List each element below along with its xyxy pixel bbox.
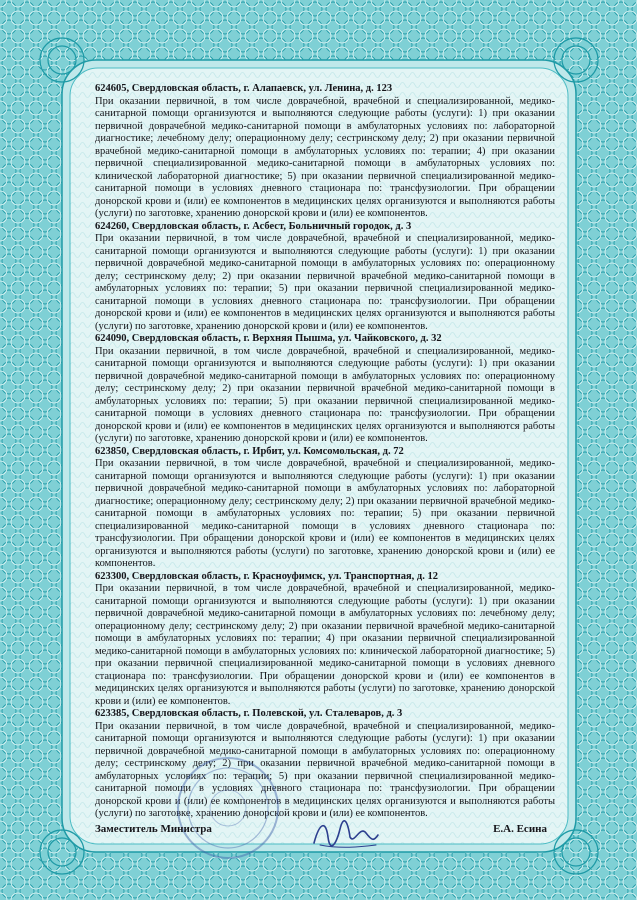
address-section	[95, 708, 555, 821]
address-line: 624605, Свердловская область, г. Алапаевск, ул. Ленина, д. 123	[95, 83, 393, 94]
annex-body	[95, 83, 555, 821]
services-paragraph: При оказании первичной, в том числе доврачебной, врачебной и специализированной, медико-санитарной помощи организуются и выполняются следующие работы (услуги): 1) при оказании первичной доврачебной медико-санитарной помощи в амбулаторных условиях по: лабораторной диагностике; лечебному делу; операционному делу; сестринскому делу; 2) при оказании первичной врачебной медико-санитарной помощи в амбулаторных условиях по: терапии; 4) при оказании первичной специализированной медико-санитарной помощи в амбулаторных условиях по: клинической лабораторной диагностике; 5) при оказании первичной специализированной медико-санитарной помощи в условиях дневного стационара по: трансфузиологии. При обращении донорской крови и (или) ее компонентов в медицинских целях организуются и выполняются работы (услуги) по заготовке, хранению донорской крови и (или) ее компонентов.	[95, 95, 555, 219]
signature-block	[95, 823, 555, 863]
handwritten-signature-icon	[310, 815, 380, 851]
address-line: 623385, Свердловская область, г. Полевской, ул. Сталеваров, д. 3	[95, 708, 403, 719]
address-section	[95, 333, 555, 446]
address-line: 623300, Свердловская область, г. Красноуфимск, ул. Транспортная, д. 12	[95, 570, 438, 582]
address-line: 623850, Свердловская область, г. Ирбит, ул. Комсомольская, д. 72	[95, 445, 404, 457]
address-section	[95, 221, 555, 334]
signer-position: Заместитель Министра	[95, 823, 212, 835]
services-paragraph: При оказании первичной, в том числе доврачебной, врачебной и специализированной, медико-санитарной помощи организуются и выполняются следующие работы (услуги): 1) при оказании первичной доврачебной медико-санитарной помощи в амбулаторных условиях по: операционному делу; сестринскому делу; 2) при оказании первичной врачебной медико-санитарной помощи в амбулаторных условиях по: терапии; 5) при оказании первичной специализированной медико-санитарной помощи в условиях дневного стационара по: трансфузиологии. При обращении донорской крови и (или) ее компонентов в медицинских целях организуются и выполняются работы (услуги) по заготовке, хранению донорской крови и (или) ее компонентов.	[95, 345, 555, 444]
address-line: 624260, Свердловская область, г. Асбест, Больничный городок, д. 3	[95, 220, 412, 232]
services-paragraph: При оказании первичной, в том числе доврачебной, врачебной и специализированной, медико-санитарной помощи организуются и выполняются следующие работы (услуги): 1) при оказании первичной доврачебной медико-санитарной помощи в амбулаторных условиях по: операционному делу; сестринскому делу; 2) при оказании первичной врачебной медико-санитарной помощи в амбулаторных условиях по: терапии; 5) при оказании первичной специализированной медико-санитарной помощи в условиях дневного стационара по: трансфузиологии. При обращении донорской крови и (или) ее компонентов в медицинских целях организуются и выполняются работы (услуги) по заготовке, хранению донорской крови и (или) ее компонентов.	[95, 720, 555, 819]
address-section	[95, 83, 555, 221]
address-section	[95, 446, 555, 571]
address-section	[95, 571, 555, 709]
official-stamp-icon	[173, 753, 283, 863]
services-paragraph: При оказании первичной, в том числе доврачебной, врачебной и специализированной, медико-санитарной помощи организуются и выполняются следующие работы (услуги): 1) при оказании первичной доврачебной медико-санитарной помощи в амбулаторных условиях по: лечебному делу; операционному делу; сестринскому делу; 2) при оказании первичной врачебной медико-санитарной помощи в амбулаторных условиях по: терапии; 4) при оказании первичной специализированной медико-санитарной помощи в амбулаторных условиях по: клинической лабораторной диагностике; 5) при оказании первичной специализированной медико-санитарной помощи в условиях дневного стационара по: трансфузиологии. При обращении донорской крови и (или) ее компонентов в медицинских целях организуются и выполняются работы (услуги) по заготовке, хранению донорской крови и (или) ее компонентов.	[95, 583, 555, 707]
services-paragraph: При оказании первичной, в том числе доврачебной, врачебной и специализированной, медико-санитарной помощи организуются и выполняются следующие работы (услуги): 1) при оказании первичной доврачебной медико-санитарной помощи в амбулаторных условиях по: лабораторной диагностике; операционному делу; сестринскому делу; 2) при оказании первичной врачебной медико-санитарной помощи в амбулаторных условиях по: терапии; 5) при оказании первичной специализированной медико-санитарной помощи в условиях дневного стационара по: трансфузиологии. При обращении донорской крови и (или) ее компонентов в медицинских целях организуются и выполняются работы (услуги) по заготовке, хранению донорской крови и (или) ее компонентов.	[95, 458, 555, 569]
signer-name: Е.А. Есина	[493, 823, 547, 835]
address-line: 624090, Свердловская область, г. Верхняя Пышма, ул. Чайковского, д. 32	[95, 333, 442, 344]
services-paragraph: При оказании первичной, в том числе доврачебной, врачебной и специализированной, медико-санитарной помощи организуются и выполняются следующие работы (услуги): 1) при оказании первичной доврачебной медико-санитарной помощи в амбулаторных условиях по: операционному делу; сестринскому делу; 2) при оказании первичной врачебной медико-санитарной помощи в амбулаторных условиях по: терапии; 5) при оказании первичной специализированной медико-санитарной помощи в условиях дневного стационара по: трансфузиологии. При обращении донорской крови и (или) ее компонентов в медицинских целях организуются и выполняются работы (услуги) по заготовке, хранению донорской крови и (или) ее компонентов.	[95, 233, 555, 332]
